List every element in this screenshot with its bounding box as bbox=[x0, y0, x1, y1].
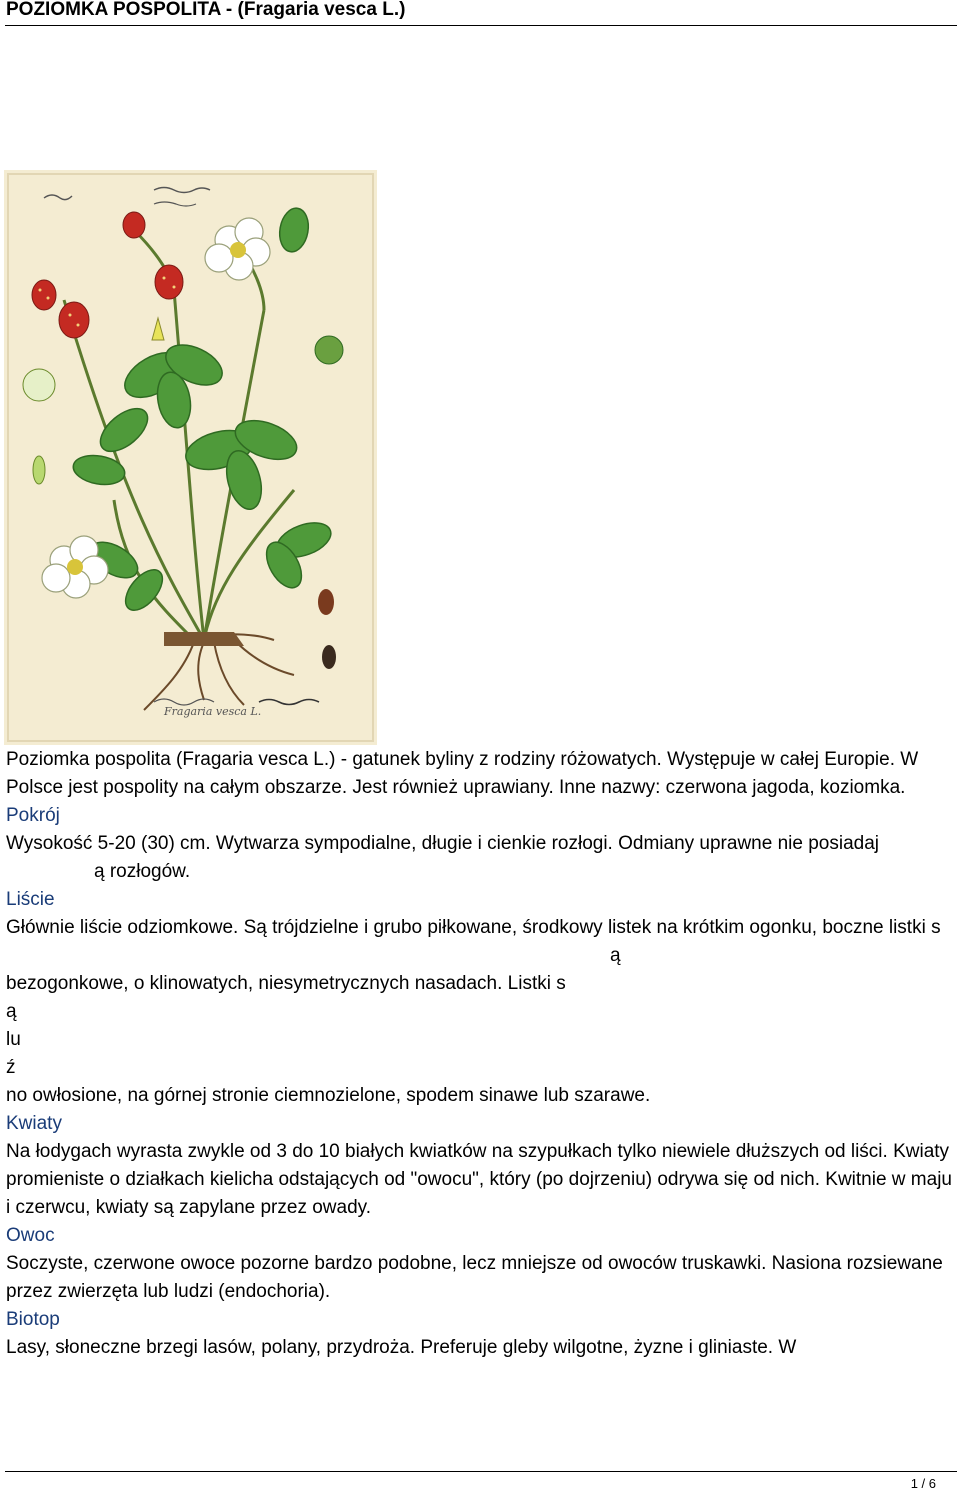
intro-paragraph: Poziomka pospolita (Fragaria vesca L.) - gatunek byliny z rodziny różowatych. Występuje w całej Europie. W Polsce jest pospolity na całym obszarze. Jest również uprawiany. Inne nazwy: czerwona jagoda, koziomka. bbox=[6, 749, 919, 798]
liscie-text-g: no owłosione, na górnej stronie ciemnozielone, spodem sinawe lub szarawe. bbox=[6, 1085, 651, 1106]
pokroj-text-b: ą rozłogów. bbox=[94, 861, 191, 882]
liscie-text-a: Głównie liście odziomkowe. Są trójdzielne i grubo piłkowane, środkowy listek na krótkim ogonku, boczne listki s bbox=[6, 917, 941, 938]
heading-kwiaty: Kwiaty bbox=[6, 1113, 62, 1134]
kwiaty-paragraph: Na łodygach wyrasta zwykle od 3 do 10 białych kwiatków na szypułkach tylko niewiele dłuższych od liści. Kwiaty promieniste o działkach kielicha odstających od "owocu", który (po dojrzeniu) odrywa się od nich. Kwitnie w maju i czerwcu, kwiaty są zapylane przez owady. bbox=[6, 1141, 952, 1218]
liscie-text-d: ą bbox=[6, 1001, 17, 1022]
document-body bbox=[6, 746, 956, 1362]
liscie-paragraph bbox=[6, 914, 956, 970]
botanical-illustration bbox=[4, 170, 377, 745]
liscie-text-b: ą bbox=[610, 945, 621, 966]
biotop-paragraph: Lasy, słoneczne brzegi lasów, polany, przydroża. Preferuje gleby wilgotne, żyzne i gliniaste. W bbox=[6, 1337, 797, 1358]
pokroj-paragraph bbox=[6, 830, 956, 886]
header-rule bbox=[5, 25, 957, 26]
heading-biotop: Biotop bbox=[6, 1309, 60, 1330]
illustration-label: Fragaria vesca L. bbox=[164, 705, 262, 718]
footer-rule bbox=[5, 1471, 957, 1472]
owoc-paragraph: Soczyste, czerwone owoce pozorne bardzo podobne, lecz mniejsze od owoców truskawki. Nasiona rozsiewane przez zwierzęta lub ludzi (endochoria). bbox=[6, 1253, 943, 1302]
liscie-text-f: ź bbox=[6, 1057, 16, 1078]
page-number: 1 / 6 bbox=[910, 1476, 936, 1491]
heading-liscie: Liście bbox=[6, 889, 55, 910]
heading-pokroj: Pokrój bbox=[6, 805, 60, 826]
pokroj-text-a: Wysokość 5-20 (30) cm. Wytwarza sympodialne, długie i cienkie rozłogi. Odmiany uprawne nie posiadaj bbox=[6, 833, 879, 854]
liscie-text-c: bezogonkowe, o klinowatych, niesymetrycznych nasadach. Listki s bbox=[6, 973, 566, 994]
heading-owoc: Owoc bbox=[6, 1225, 55, 1246]
liscie-text-e: lu bbox=[6, 1029, 21, 1050]
document-title: POZIOMKA POSPOLITA - (Fragaria vesca L.) bbox=[6, 0, 406, 20]
